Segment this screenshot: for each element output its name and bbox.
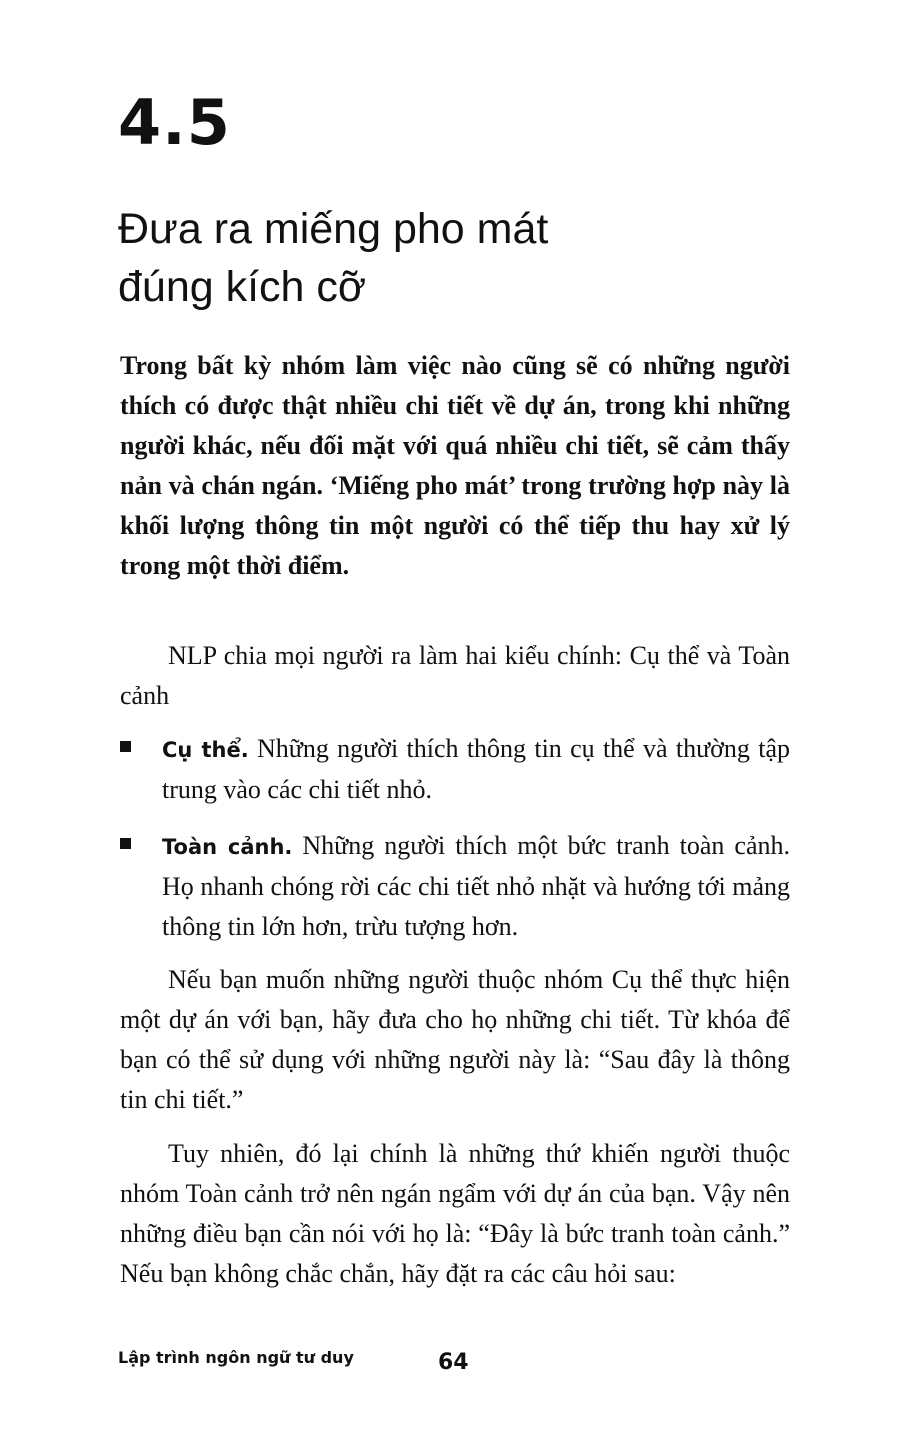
square-bullet-icon xyxy=(120,838,131,849)
bullet-list xyxy=(120,729,790,963)
body-paragraph: Nếu bạn muốn những người thuộc nhóm Cụ thể thực hiện một dự án với bạn, hãy đưa cho họ những chi tiết. Từ khóa để bạn có thể sử dụng với những người này là: “Sau đây là thông tin chi tiết.” xyxy=(120,965,790,1114)
body-paragraph: Tuy nhiên, đó lại chính là những thứ khiến người thuộc nhóm Toàn cảnh trở nên ngán ngẩm với dự án của bạn. Vậy nên những điều bạn cần nói với họ là: “Đây là bức tranh toàn cảnh.” Nếu bạn không chắc chắn, hãy đặt ra các câu hỏi sau: xyxy=(120,1139,790,1288)
square-bullet-icon xyxy=(120,741,131,752)
list-item xyxy=(120,729,790,810)
section-title xyxy=(118,200,798,316)
section-title-line: đúng kích cỡ xyxy=(118,263,367,311)
body-paragraph: NLP chia mọi người ra làm hai kiểu chính: Cụ thể và Toàn cảnh xyxy=(120,641,790,710)
page-number: 64 xyxy=(438,1350,469,1375)
bullet-text: Những người thích thông tin cụ thể và thường tập trung vào các chi tiết nhỏ. xyxy=(162,734,790,804)
intro-paragraph: Trong bất kỳ nhóm làm việc nào cũng sẽ có những người thích có được thật nhiều chi tiết về dự án, trong khi những người khác, nếu đối mặt với quá nhiều chi tiết, sẽ cảm thấy nản và chán ngán. ‘Miếng pho mát’ trong trường hợp này là khối lượng thông tin một người có thể tiếp thu hay xử lý trong một thời điểm. xyxy=(120,351,790,580)
bullet-text: Những người thích một bức tranh toàn cảnh. Họ nhanh chóng rời các chi tiết nhỏ nhặt và hướng tới mảng thông tin lớn hơn, trừu tượng hơn. xyxy=(162,831,790,941)
running-footer-title: Lập trình ngôn ngữ tư duy xyxy=(118,1348,354,1367)
bullet-term: Cụ thể. xyxy=(162,738,249,762)
section-title-line: Đưa ra miếng pho mát xyxy=(118,205,549,253)
list-item xyxy=(120,826,790,947)
section-number: 4.5 xyxy=(118,86,231,159)
bullet-term: Toàn cảnh. xyxy=(162,835,293,859)
